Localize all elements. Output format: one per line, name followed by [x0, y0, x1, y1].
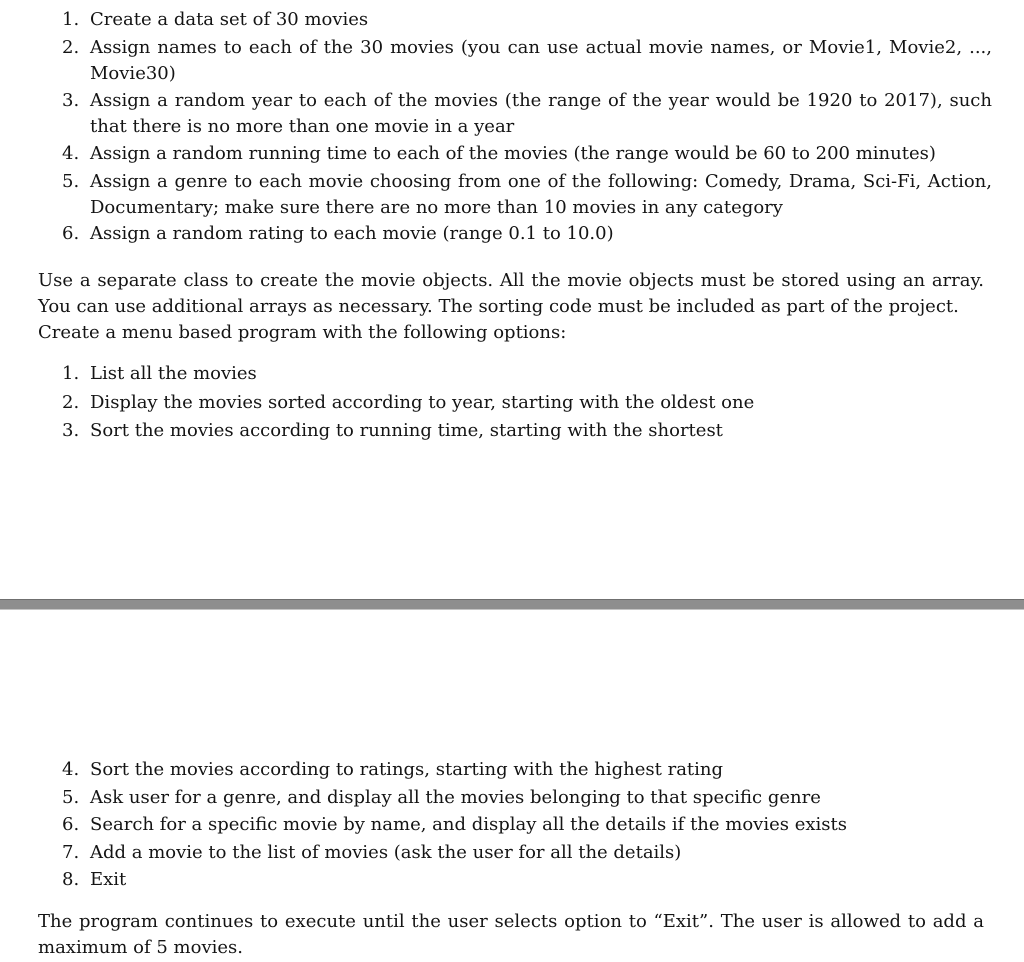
- item-number: 1.: [62, 363, 80, 384]
- item-text: Sort the movies according to ratings, starting with the highest rating: [90, 759, 724, 780]
- item-text: Exit: [90, 869, 127, 890]
- item-number: 2.: [62, 392, 80, 413]
- item-number: 4.: [62, 759, 80, 780]
- item-text: Add a movie to the list of movies (ask the user for all the details): [90, 842, 682, 863]
- item-text: Assign a random rating to each movie (range 0.1 to 10.0): [90, 223, 614, 244]
- item-text: Assign a genre to each movie choosing from one of the following: Comedy, Drama, Sci-Fi, Action, Documentary; make sure there are no more than 10 movies in any category: [90, 171, 992, 218]
- menu-option-4: [62, 757, 992, 783]
- item-text: Assign a random running time to each of the movies (the range would be 60 to 200 minutes): [90, 143, 936, 164]
- task-item-1: [62, 7, 992, 33]
- task-item-2: [62, 35, 992, 87]
- item-number: 2.: [62, 37, 80, 58]
- item-number: 7.: [62, 842, 80, 863]
- menu-option-3: [62, 418, 992, 444]
- item-number: 3.: [62, 420, 80, 441]
- closing-paragraph: The program continues to execute until the user selects option to “Exit”. The user is allowed to add a maximum of 5 movies.: [38, 911, 984, 958]
- intro-paragraph: Use a separate class to create the movie objects. All the movie objects must be stored using an array. You can use additional arrays as necessary. The sorting code must be included as part of the project.: [38, 270, 984, 317]
- item-number: 6.: [62, 814, 80, 835]
- item-text: Sort the movies according to running time, starting with the shortest: [90, 420, 723, 441]
- task-item-5: [62, 169, 992, 221]
- item-text: List all the movies: [90, 363, 257, 384]
- menu-intro: Create a menu based program with the following options:: [38, 322, 567, 343]
- item-number: 4.: [62, 143, 80, 164]
- menu-option-8: [62, 867, 992, 893]
- item-number: 8.: [62, 869, 80, 890]
- item-number: 1.: [62, 9, 80, 30]
- item-number: 5.: [62, 787, 80, 808]
- item-text: Create a data set of 30 movies: [90, 9, 369, 30]
- item-number: 3.: [62, 90, 80, 111]
- item-number: 5.: [62, 171, 80, 192]
- menu-option-2: [62, 390, 992, 416]
- task-item-6: [62, 221, 992, 247]
- item-text: Assign a random year to each of the movies (the range of the year would be 1920 to 2017), such that there is no more than one movie in a year: [90, 90, 992, 137]
- item-text: Search for a specific movie by name, and display all the details if the movies exists: [90, 814, 847, 835]
- task-item-4: [62, 141, 992, 167]
- task-item-3: [62, 88, 992, 140]
- item-text: Ask user for a genre, and display all the movies belonging to that specific genre: [90, 787, 821, 808]
- page-divider: [0, 599, 1024, 610]
- menu-option-6: [62, 812, 992, 838]
- item-text: Display the movies sorted according to year, starting with the oldest one: [90, 392, 755, 413]
- menu-option-5: [62, 785, 992, 811]
- item-number: 6.: [62, 223, 80, 244]
- item-text: Assign names to each of the 30 movies (you can use actual movie names, or Movie1, Movie2, ..., Movie30): [90, 37, 992, 84]
- menu-option-1: [62, 361, 992, 387]
- menu-option-7: [62, 840, 992, 866]
